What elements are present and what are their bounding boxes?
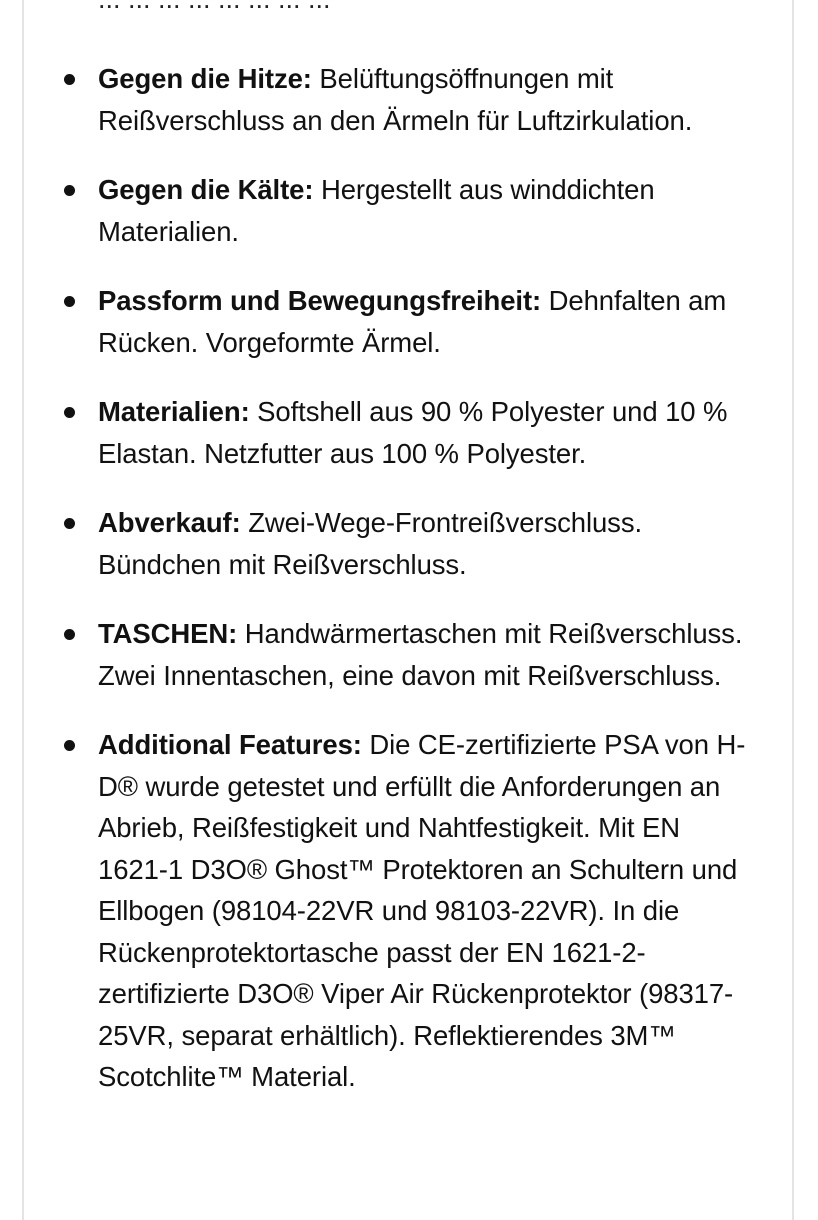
- feature-item-materials: [0, 391, 818, 474]
- feature-text: Hergestellt aus winddichten Materialien.: [98, 174, 655, 247]
- feature-text: Dehnfalten am Rücken. Vorgeformte Ärmel.: [98, 285, 727, 358]
- feature-item-fit: [0, 280, 818, 363]
- feature-item-heat: [0, 58, 818, 141]
- bullet-icon: [64, 185, 75, 196]
- feature-item-closure: [0, 502, 818, 585]
- feature-text: Die CE-zertifizierte PSA von H-D® wurde getestet und erfüllt die Anforderungen an Abrieb, Reißfestigkeit und Nahtfestigkeit. Mit EN 1621-1 D3O® Ghost™ Protektoren an Schultern und Ellbogen (98104-22VR und 98103-22VR). In die Rückenprotektortasche passt der EN 1621-2-zertifizierte D3O® Viper Air Rückenprotektor (98317-25VR, separat erhältlich). Reflektierendes 3M™ Scotchlite™ Material.: [98, 729, 746, 1092]
- feature-label: Additional Features:: [98, 729, 362, 760]
- feature-list: [0, 58, 818, 1126]
- bullet-icon: [64, 740, 75, 751]
- feature-label: Passform und Bewegungsfreiheit:: [98, 285, 542, 316]
- feature-text: Handwärmertaschen mit Reißverschluss. Zwei Innentaschen, eine davon mit Reißverschluss.: [98, 618, 743, 691]
- feature-text: Softshell aus 90 % Polyester und 10 % Elastan. Netzfutter aus 100 % Polyester.: [98, 396, 728, 469]
- bullet-icon: [64, 518, 75, 529]
- feature-text: Zwei-Wege-Frontreißverschluss. Bündchen mit Reißverschluss.: [98, 507, 643, 580]
- feature-item-additional: [0, 724, 818, 1098]
- feature-text: Belüftungsöffnungen mit Reißverschluss an den Ärmeln für Luftzirkulation.: [98, 63, 693, 136]
- bullet-icon: [64, 629, 75, 640]
- bullet-icon: [64, 74, 75, 85]
- feature-label: Gegen die Kälte:: [98, 174, 314, 205]
- feature-item-cold: [0, 169, 818, 252]
- feature-label: Abverkauf:: [98, 507, 241, 538]
- feature-label: TASCHEN:: [98, 618, 238, 649]
- feature-label: Gegen die Hitze:: [98, 63, 312, 94]
- bullet-icon: [64, 296, 75, 307]
- feature-item-pockets: [0, 613, 818, 696]
- cut-off-text: [98, 0, 331, 13]
- feature-label: Materialien:: [98, 396, 250, 427]
- bullet-icon: [64, 407, 75, 418]
